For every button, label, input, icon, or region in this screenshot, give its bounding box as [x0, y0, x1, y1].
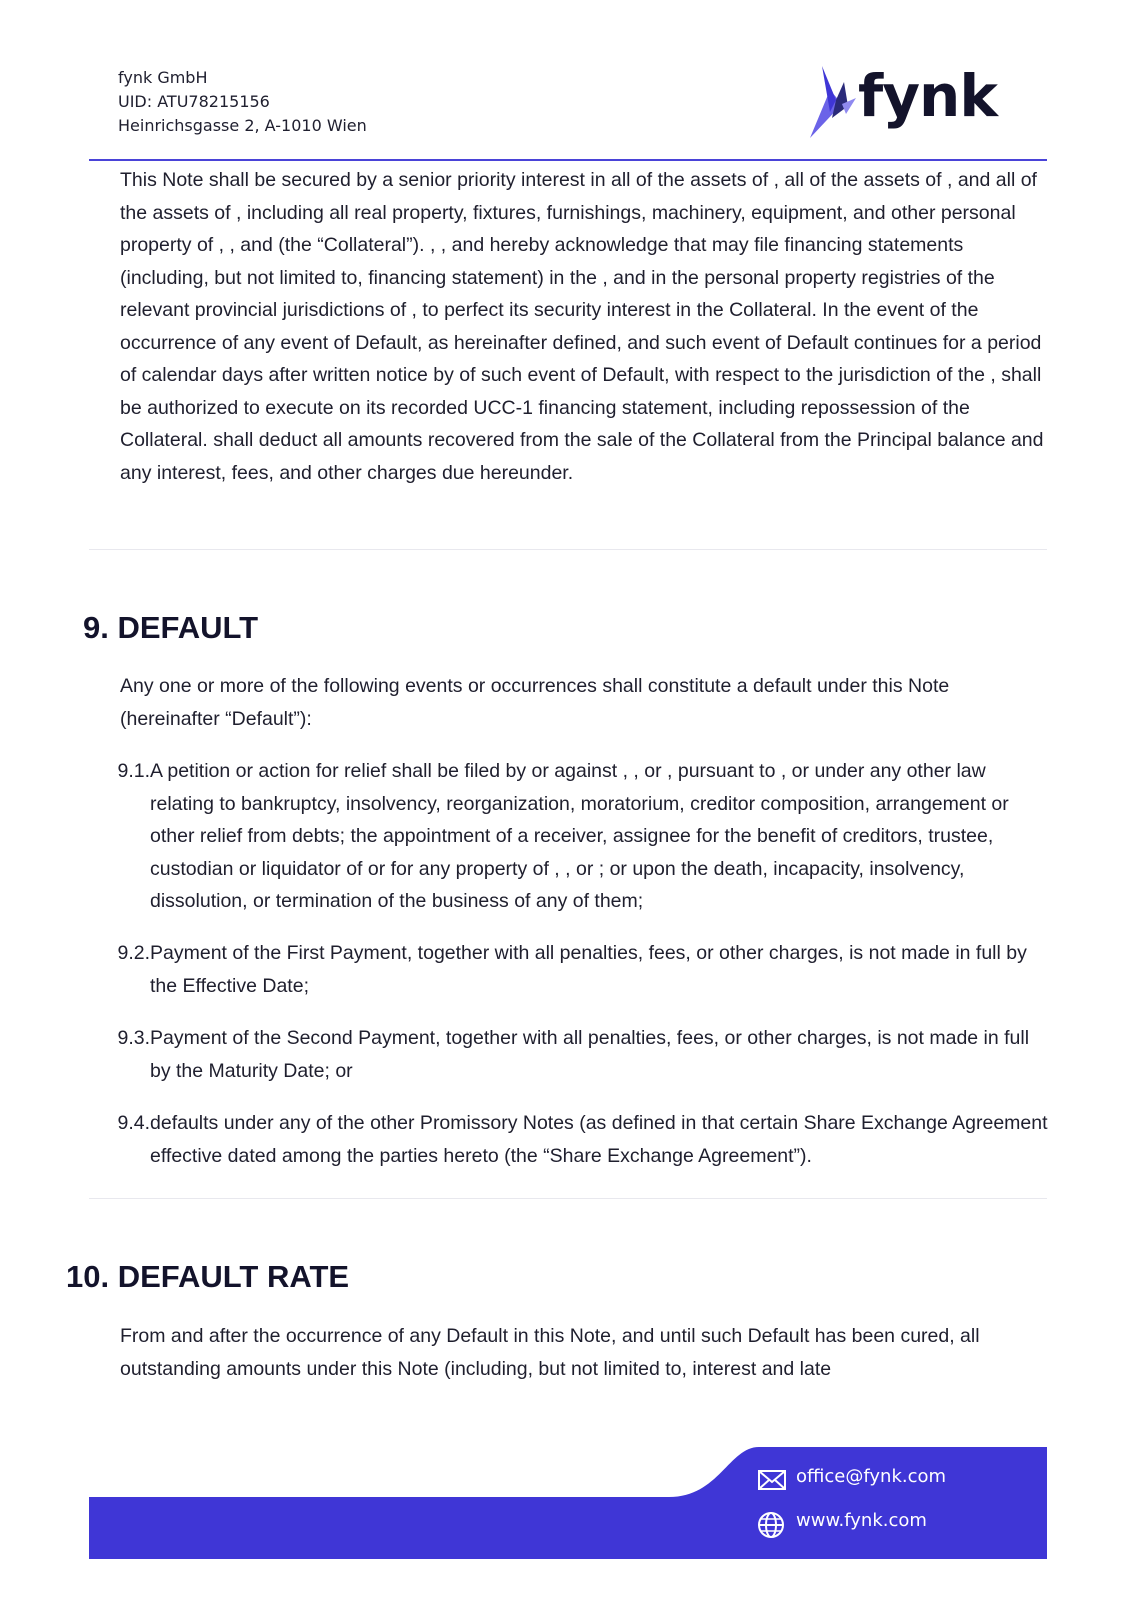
list-item-number: 9.4. [117, 1112, 150, 1134]
company-address: Heinrichsgasse 2, A-1010 Wien [118, 116, 367, 135]
company-info [118, 66, 367, 138]
list-item-number: 9.3. [117, 1027, 150, 1049]
footer-email[interactable]: office@fynk.com [796, 1466, 947, 1487]
list-item-number: 9.1. [117, 760, 150, 782]
section-heading-default-rate [66, 1257, 349, 1297]
section-title: DEFAULT RATE [117, 1259, 350, 1294]
list-item-text: defaults under any of the other Promissory Notes (as defined in that certain Share Exchange Agreement effective dated among the parties hereto (the “Share Exchange Agreement”). [150, 1112, 1048, 1167]
footer-website[interactable]: www.fynk.com [796, 1510, 927, 1531]
globe-icon [757, 1511, 785, 1539]
company-uid: UID: ATU78215156 [118, 92, 270, 111]
company-name: fynk GmbH [118, 68, 208, 87]
logo-wordmark: fynk [858, 62, 997, 130]
list-item-number: 9.2. [117, 942, 150, 964]
list-item-text: Payment of the Second Payment, together with all penalties, fees, or other charges, is not made in full by the Maturity Date; or [150, 1027, 1030, 1082]
envelope-icon [757, 1468, 787, 1492]
section-divider [89, 1198, 1047, 1199]
list-item-text: A petition or action for relief shall be filed by or against , , or , pursuant to , or under any other law relating to bankruptcy, insolvency, reorganization, moratorium, creditor composition, arrangement or other relief from debts; the appointment of a receiver, assignee for the benefit of creditors, trustee, custodian or liquidator of or for any property of , , or ; or upon the death, incapacity, insolvency, dissolution, or termination of the business of any of them; [150, 760, 1009, 912]
default-intro-paragraph: Any one or more of the following events or occurrences shall constitute a default under this Note (hereinafter “Default”): [120, 675, 950, 730]
section-title: DEFAULT [117, 610, 259, 645]
section-number: 10. [66, 1259, 110, 1294]
list-item [100, 1107, 1050, 1172]
list-item [100, 937, 1050, 1002]
list-item-text: Payment of the First Payment, together with all penalties, fees, or other charges, is not made in full by the Effective Date; [150, 942, 1027, 997]
section-number: 9. [83, 610, 109, 645]
list-item [100, 755, 1050, 918]
section-heading-default [83, 608, 258, 648]
collateral-paragraph: This Note shall be secured by a senior priority interest in all of the assets of , all of the assets of , and all of the assets of , including all real property, fixtures, furnishings, machinery, equipment, and other personal property of , , and (the “Collateral”). , , and hereby acknowledge that may file financing statements (including, but not limited to, financing statement) in the , and in the personal property registries of the relevant provincial jurisdictions of , to perfect its security interest in the Collateral. In the event of the occurrence of any event of Default, as hereinafter defined, and such event of Default continues for a period of calendar days after written notice by of such event of Default, with respect to the jurisdiction of the , shall be authorized to execute on its recorded UCC-1 financing statement, including repossession of the Collateral. shall deduct all amounts recovered from the sale of the Collateral from the Principal balance and any interest, fees, and other charges due hereunder. [120, 169, 1044, 484]
section-divider [89, 549, 1047, 550]
default-rate-paragraph: From and after the occurrence of any Default in this Note, and until such Default has been cured, all outstanding amounts under this Note (including, but not limited to, interest and late [120, 1325, 980, 1380]
header-divider [89, 159, 1047, 161]
list-item [100, 1022, 1050, 1087]
